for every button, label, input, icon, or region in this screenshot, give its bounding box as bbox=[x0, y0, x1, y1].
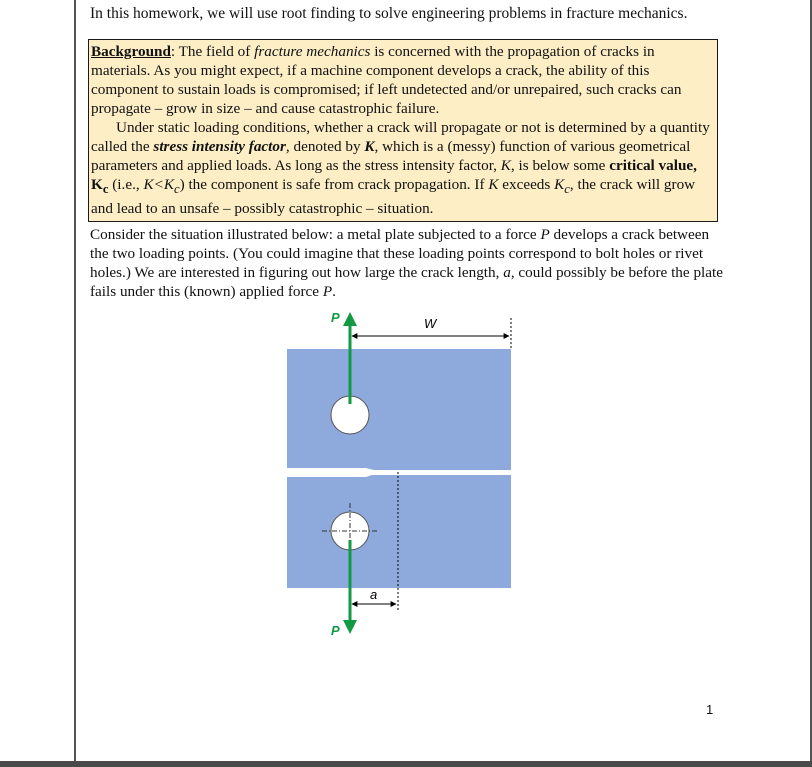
crack bbox=[287, 468, 381, 477]
load-arrow-top bbox=[343, 312, 357, 326]
plate-lower bbox=[287, 475, 511, 588]
label-p-top: P bbox=[331, 310, 340, 325]
plate-upper bbox=[287, 349, 511, 470]
label-p-bottom: P bbox=[331, 623, 340, 638]
background-paragraph-1: Background: The field of fracture mechanics is concerned with the propagation of cracks in materials. As you might expect, if a machine component develops a crack, the ability of this component to sustain loads is compromised; if left undetected and/or unrepaired, such cracks can propagate – grow in size – and cause catastrophic failure. bbox=[91, 43, 682, 117]
intro-paragraph: In this homework, we will use root finding to solve engineering problems in fracture mechanics. bbox=[90, 5, 688, 22]
load-arrow-bottom bbox=[343, 620, 357, 634]
background-paragraph-2: Under static loading conditions, whether a crack will propagate or not is determined by a quantity called the stress intensity factor, denoted by K, which is a (messy) function of various geometrical parameters and applied loads. As long as the stress intensity factor, K, is below some critical value, $K_c$ (i.e., $K<K_c$) the component is safe from crack propagation. If K exceeds $K_c$, the crack will grow and lead to an unsafe – possibly catastrophic – situation. bbox=[91, 119, 710, 218]
page-number: 1 bbox=[706, 702, 714, 717]
term-critical-value: critical value, $K_c$ bbox=[91, 157, 697, 197]
label-w: W bbox=[424, 316, 437, 331]
situation-paragraph: Consider the situation illustrated below: a metal plate subjected to a force P develops a crack between the two loading points. (You could imagine that these loading points correspond to bolt holes or rivet holes.) We are interested in figuring out how large the crack length, a, could possibly be before the plate fails under this (known) applied force P. bbox=[90, 226, 723, 300]
term-stress-intensity-factor: stress intensity factor bbox=[153, 138, 286, 155]
term-fracture-mechanics: fracture mechanics bbox=[254, 43, 371, 60]
label-a: a bbox=[370, 587, 378, 602]
background-label: Background bbox=[91, 43, 171, 60]
